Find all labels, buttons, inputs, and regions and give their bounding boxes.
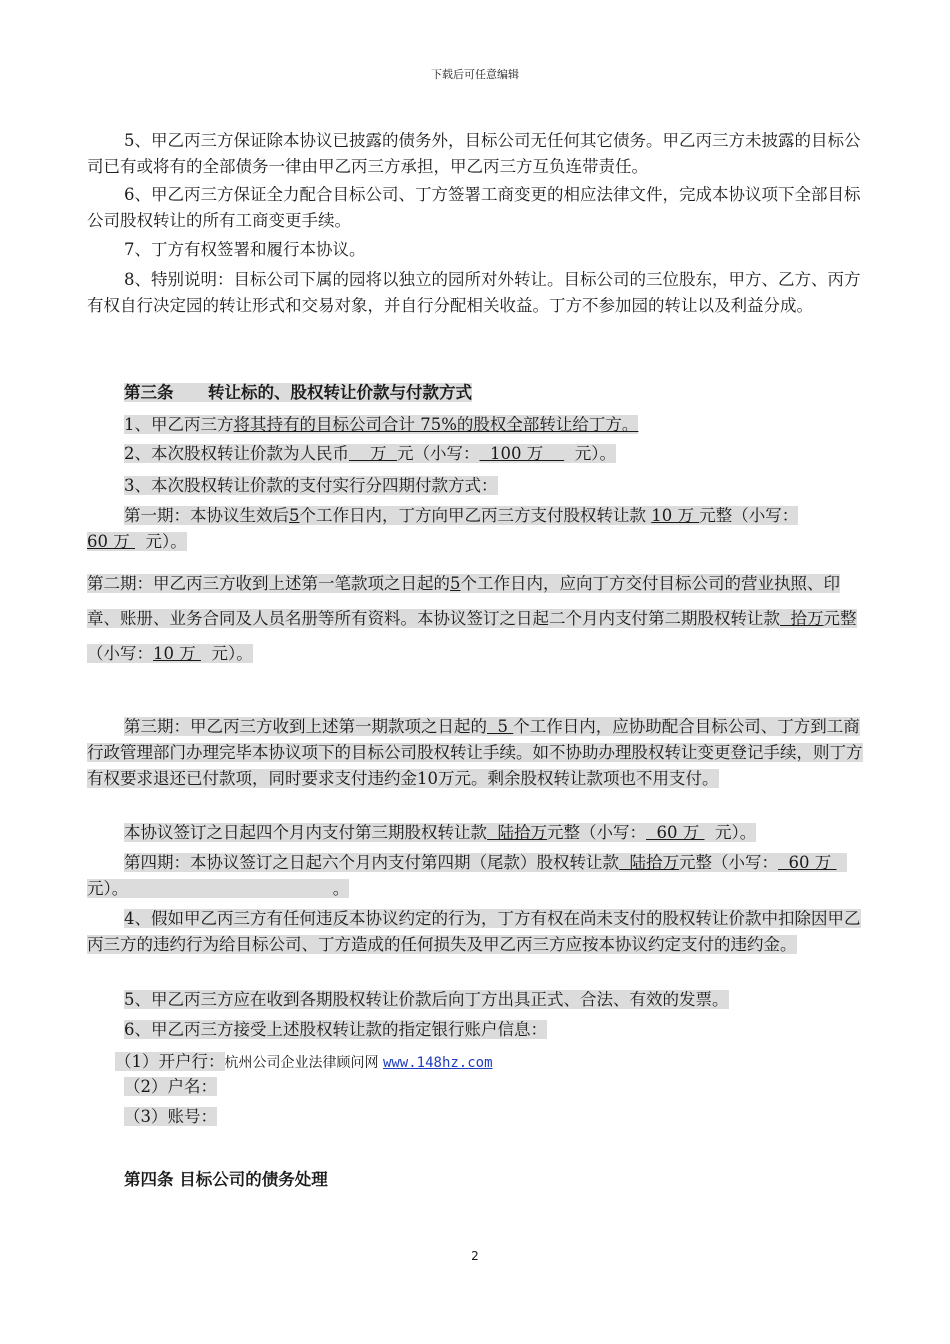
phase-4: 第四期：本协议签订之日起六个月内支付第四期（尾款）股权转让款 陆拾万元整（小写： 60 万 元）。 。 xyxy=(87,853,847,898)
bank-info-3: （3）账号： xyxy=(124,1107,217,1126)
clause-8: 8、特别说明：目标公司下属的园将以独立的园所对外转让。目标公司的三位股东，甲方、乙方、丙方有权自行决定园的转让形式和交易对象，并自行分配相关收益。丁方不参加园的转让以及利益分成。 xyxy=(87,270,861,315)
article-3-title: 转让标的、股权转让价款与付款方式 xyxy=(207,383,472,402)
clause-7: 7、丁方有权签署和履行本协议。 xyxy=(124,240,366,259)
phase-3-payment: 本协议签订之日起四个月内支付第三期股权转让款 陆拾万元整（小写： 60 万 元）。 xyxy=(124,823,757,842)
bank-info-2: （2）户名： xyxy=(124,1077,217,1096)
phase-2: 第二期：甲乙丙三方收到上述第一笔款项之日起的5个工作日内，应向丁方交付目标公司的营业执照、印章、账册、业务合同及人员名册等所有资料。本协议签订之日起二个月内支付第二期股权转让款 拾万元整（小写：10 万 元）。 xyxy=(87,574,857,663)
page-number: 2 xyxy=(471,1249,479,1263)
article-3-item-6: 6、甲乙丙三方接受上述股权转让款的指定银行账户信息： xyxy=(124,1020,547,1039)
article-3-item-1: 1、甲乙丙三方将其持有的目标公司合计 75%的股权全部转让给丁方。 xyxy=(124,415,639,434)
bank-info-1: （1）开户行：杭州公司企业法律顾问网 www.148hz.com xyxy=(115,1052,493,1071)
page-header: 下载后可任意编辑 xyxy=(431,68,519,81)
article-3-item-4: 4、假如甲乙丙三方有任何违反本协议约定的行为，丁方有权在尚未支付的股权转让价款中扣除因甲乙丙三方的违约行为给目标公司、丁方造成的任何损失及甲乙丙三方应按本协议约定支付的违约金。 xyxy=(87,909,861,954)
article-3-heading xyxy=(87,380,863,406)
clause-5: 5、甲乙丙三方保证除本协议已披露的债务外，目标公司无任何其它债务。甲乙丙三方未披露的目标公司已有或将有的全部债务一律由甲乙丙三方承担，甲乙丙三方互负连带责任。 xyxy=(87,131,861,176)
article-3-item-2: 2、本次股权转让价款为人民币 万 元（小写： 100 万 元）。 xyxy=(124,444,616,463)
article-3-number: 第三条 xyxy=(124,383,174,402)
phase-3: 第三期：甲乙丙三方收到上述第一期款项之日起的 5 个工作日内，应协助配合目标公司、丁方到工商行政管理部门办理完毕本协议项下的目标公司股权转让手续。如不协助办理股权转让变更登记手续，则丁方有权要求退还已付款项，同时要求支付违约金10万元。剩余股权转让款项也不用支付。 xyxy=(87,717,863,788)
phase-1: 第一期：本协议生效后5个工作日内，丁方向甲乙丙三方支付股权转让款 10 万 元整（小写：60 万 元）。 xyxy=(87,506,799,551)
article-3-item-3: 3、本次股权转让价款的支付实行分四期付款方式： xyxy=(124,476,498,495)
article-3-item-5: 5、甲乙丙三方应在收到各期股权转让价款后向丁方出具正式、合法、有效的发票。 xyxy=(124,990,729,1009)
article-4-heading: 第四条 目标公司的债务处理 xyxy=(124,1170,328,1189)
website-link[interactable]: www.148hz.com xyxy=(382,1055,493,1071)
clause-6: 6、甲乙丙三方保证全力配合目标公司、丁方签署工商变更的相应法律文件，完成本协议项下全部目标公司股权转让的所有工商变更手续。 xyxy=(87,185,861,230)
